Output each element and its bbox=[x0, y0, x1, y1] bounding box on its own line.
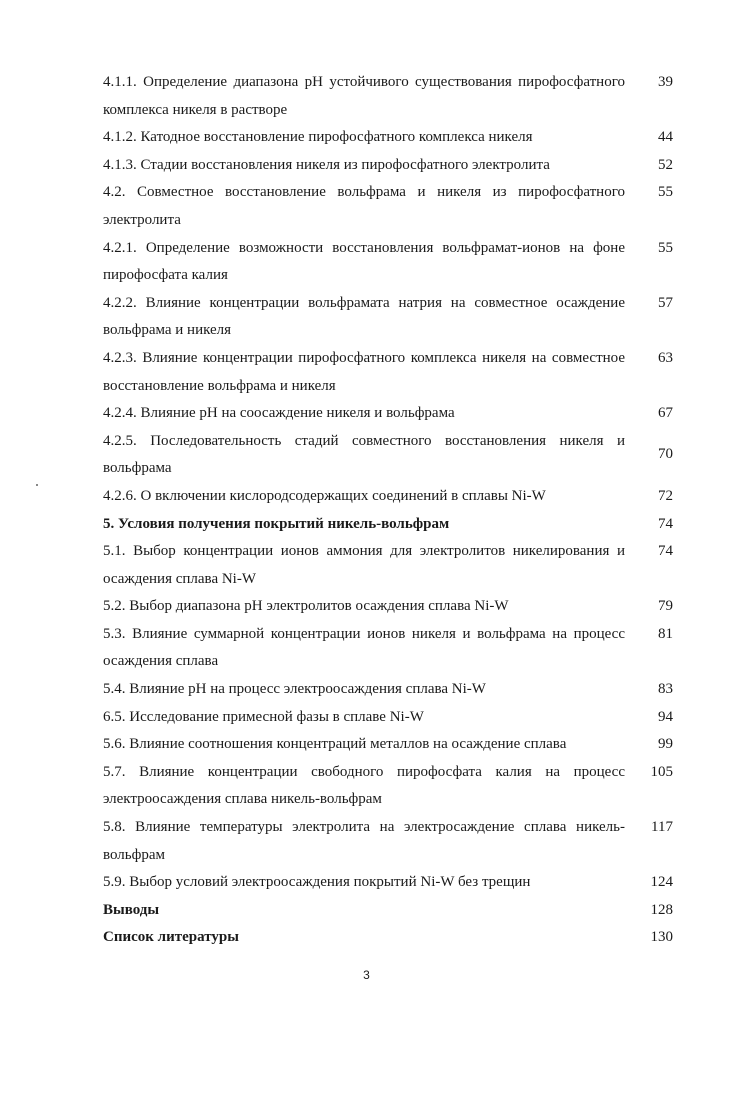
toc-entry-title: 4.2.3. Влияние концентрации пирофосфатного комплекса никеля на совместное восстановление вольфрама и никеля bbox=[103, 349, 625, 394]
toc-entry bbox=[103, 179, 677, 234]
toc-entry bbox=[103, 621, 677, 676]
toc-entry-page: 55 bbox=[658, 239, 673, 256]
toc-entry-title: 5.6. Влияние соотношения концентраций металлов на осаждение сплава bbox=[103, 736, 567, 753]
toc-entry-title: 6.5. Исследование примесной фазы в сплаве Ni-W bbox=[103, 708, 424, 725]
toc-entry-page: 83 bbox=[658, 681, 673, 698]
toc-entry-title: Выводы bbox=[103, 901, 160, 918]
toc-entry bbox=[103, 152, 677, 180]
toc-entry bbox=[103, 124, 677, 152]
toc-entry bbox=[103, 814, 677, 869]
toc-entry-title: 4.2.4. Влияние pH на соосаждение никеля и вольфрама bbox=[103, 405, 455, 422]
toc-entry-page: 67 bbox=[658, 405, 673, 422]
toc-entry bbox=[103, 69, 677, 124]
toc-entry-title: 5.2. Выбор диапазона pH электролитов осаждения сплава Ni-W bbox=[103, 598, 509, 615]
toc-entry-title: 5.7. Влияние концентрации свободного пирофосфата калия на процесс электроосаждения сплава никель-вольфрам bbox=[103, 763, 625, 808]
toc-entry-title: 4.2. Совместное восстановление вольфрама и никеля из пирофосфатного электролита bbox=[103, 184, 625, 228]
toc-entry bbox=[103, 676, 677, 704]
toc-entry bbox=[103, 290, 677, 345]
toc-entry-page: 52 bbox=[658, 156, 673, 173]
toc-entry-title: 5.3. Влияние суммарной концентрации ионов никеля и вольфрама на процесс осаждения сплава bbox=[103, 625, 625, 670]
table-of-contents bbox=[103, 69, 677, 952]
toc-entry-page: 63 bbox=[658, 349, 673, 366]
toc-entry-page: 105 bbox=[650, 763, 673, 780]
toc-entry-page: 128 bbox=[650, 901, 673, 918]
toc-entry bbox=[103, 538, 677, 593]
toc-entry-page: 81 bbox=[658, 625, 673, 642]
toc-entry-title: 5.9. Выбор условий электроосаждения покрытий Ni-W без трещин bbox=[103, 874, 531, 891]
toc-entry bbox=[103, 428, 677, 483]
toc-entry bbox=[103, 731, 677, 759]
toc-conclusions-heading bbox=[103, 897, 677, 925]
toc-entry-title: 4.2.5. Последовательность стадий совместного восстановления никеля и вольфрама bbox=[103, 432, 625, 477]
toc-entry bbox=[103, 345, 677, 400]
toc-entry bbox=[103, 235, 677, 290]
toc-entry-page: 74 bbox=[658, 543, 673, 560]
toc-entry bbox=[103, 593, 677, 621]
toc-entry-page: 70 bbox=[658, 445, 673, 462]
toc-entry-page: 124 bbox=[650, 874, 673, 891]
toc-entry bbox=[103, 483, 677, 511]
toc-entry-title: 5. Условия получения покрытий никель-вольфрам bbox=[103, 515, 450, 532]
toc-entry-page: 57 bbox=[658, 294, 673, 311]
toc-entry-title: Список литературы bbox=[103, 929, 239, 946]
toc-entry-page: 55 bbox=[658, 184, 673, 201]
toc-entry bbox=[103, 869, 677, 897]
toc-entry-page: 39 bbox=[658, 74, 673, 90]
page-number: 3 bbox=[363, 968, 370, 982]
toc-entry-title: 4.2.2. Влияние концентрации вольфрамата натрия на совместное осаждение вольфрама и никеля bbox=[103, 294, 625, 339]
toc-entry-title: 4.1.3. Стадии восстановления никеля из пирофосфатного электролита bbox=[103, 156, 550, 173]
toc-entry-title: 5.8. Влияние температуры электролита на электросаждение сплава никель-вольфрам bbox=[103, 819, 625, 863]
toc-entry-page: 72 bbox=[658, 487, 673, 504]
toc-entry-title: 5.4. Влияние pH на процесс электроосаждения сплава Ni-W bbox=[103, 681, 486, 698]
scan-artifact bbox=[36, 484, 38, 486]
toc-references-heading bbox=[103, 924, 677, 952]
toc-entry-page: 117 bbox=[651, 819, 673, 836]
toc-entry-title: 4.2.1. Определение возможности восстановления вольфрамат-ионов на фоне пирофосфата калия bbox=[103, 239, 625, 284]
toc-entry bbox=[103, 400, 677, 428]
toc-entry bbox=[103, 704, 677, 732]
toc-entry-page: 44 bbox=[658, 129, 673, 146]
toc-entry-page: 99 bbox=[658, 736, 673, 753]
toc-entry-page: 79 bbox=[658, 598, 673, 615]
toc-entry bbox=[103, 759, 677, 814]
toc-entry-page: 74 bbox=[658, 515, 673, 532]
toc-entry-page: 130 bbox=[650, 929, 673, 946]
toc-entry-title: 4.1.1. Определение диапазона pH устойчивого существования пирофосфатного комплекса никеля в растворе bbox=[103, 74, 625, 118]
toc-entry-page: 94 bbox=[658, 708, 673, 725]
toc-chapter-heading bbox=[103, 511, 677, 539]
toc-entry-title: 4.2.6. О включении кислородсодержащих соединений в сплавы Ni-W bbox=[103, 487, 546, 504]
toc-entry-title: 4.1.2. Катодное восстановление пирофосфатного комплекса никеля bbox=[103, 129, 533, 146]
toc-entry-title: 5.1. Выбор концентрации ионов аммония для электролитов никелирования и осаждения сплава Ni-W bbox=[103, 543, 625, 587]
